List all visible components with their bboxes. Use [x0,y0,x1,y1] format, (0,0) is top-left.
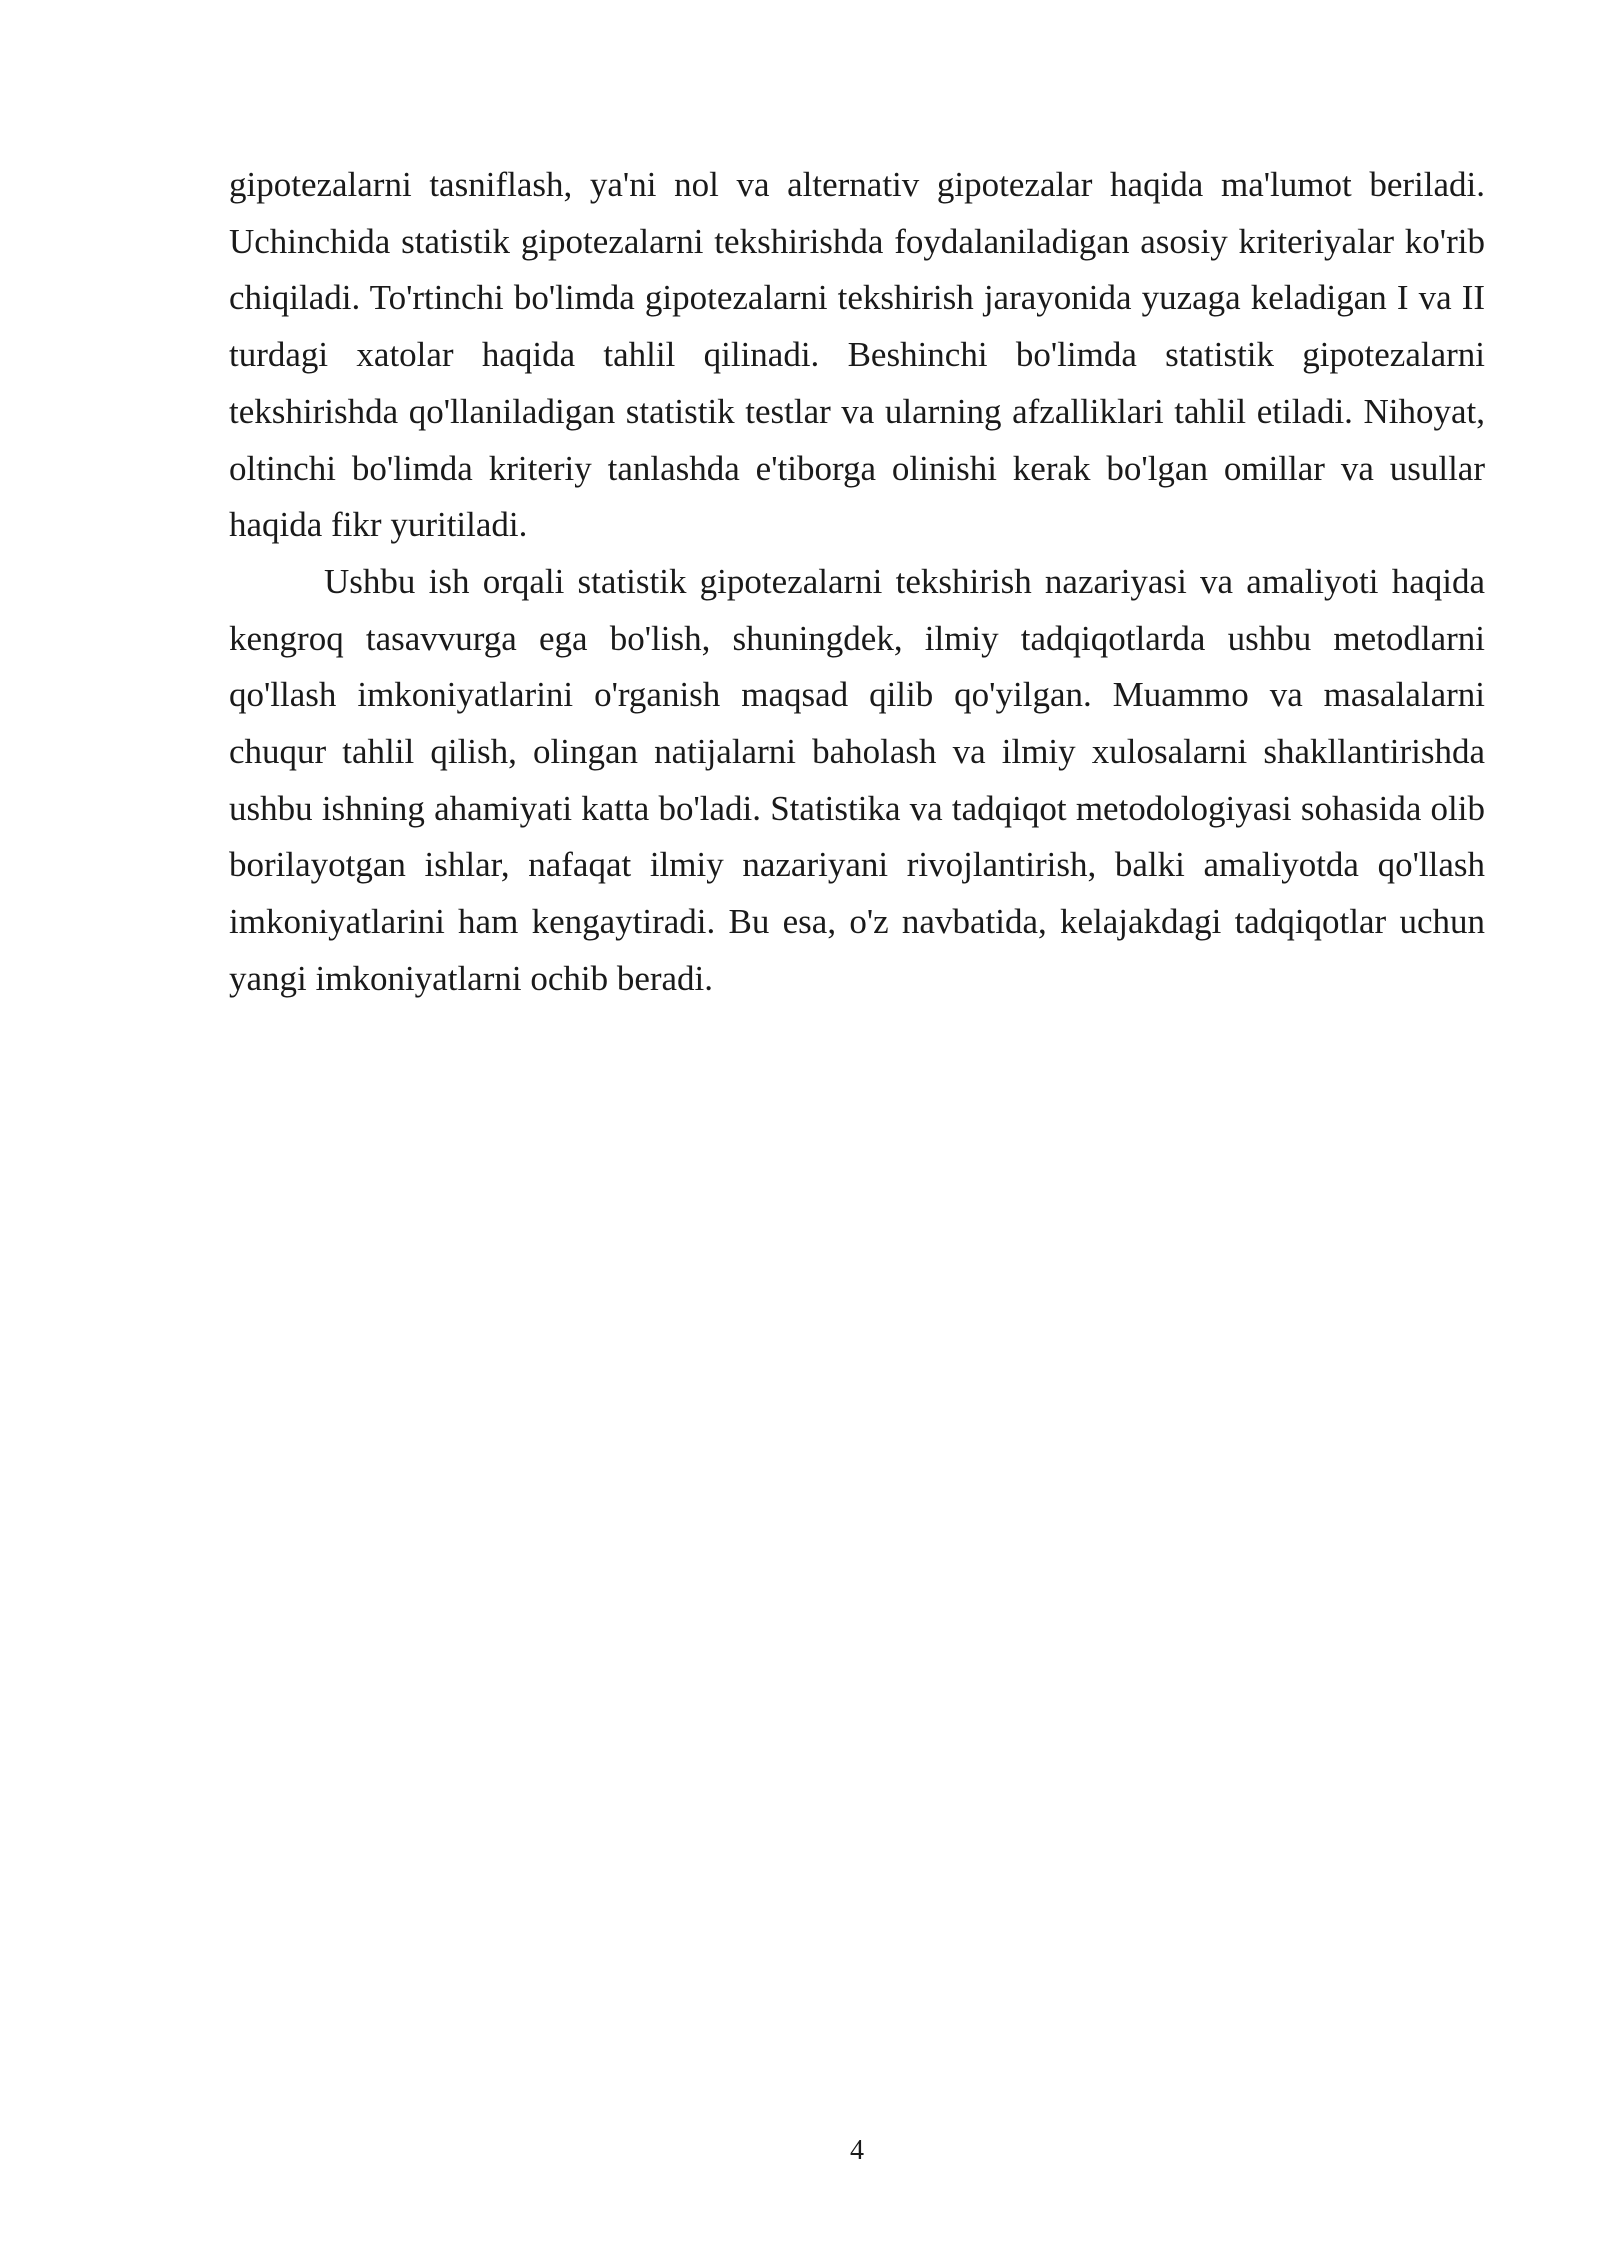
paragraph-purpose: Ushbu ish orqali statistik gipotezalarni tekshirish nazariyasi va amaliyoti haqida kengroq tasavvurga ega bo'lish, shuningdek, ilmiy tadqiqotlarda ushbu metodlarni qo'llash imkoniyatlarini o'rganish maqsad qilib qo'yilgan. Muammo va masalalarni chuqur tahlil qilish, olingan natijalarni baholash va ilmiy xulosalarni shakllantirishda ushbu ishning ahamiyati katta bo'ladi. Statistika va tadqiqot metodologiyasi sohasida olib borilayotgan ishlar, nafaqat ilmiy nazariyani rivojlantirish, balki amaliyotda qo'llash imkoniyatlarini ham kengaytiradi. Bu esa, o'z navbatida, kelajakdagi tadqiqotlar uchun yangi imkoniyatlarni ochib beradi. [229,561,1485,998]
page-number: 4 [850,2135,864,2166]
paragraph-continuation: gipotezalarni tasniflash, ya'ni nol va alternativ gipotezalar haqida ma'lumot beriladi. Uchinchida statistik gipotezalarni tekshirishda foydalaniladigan asosiy kriteriyalar ko'rib chiqiladi. To'rtinchi bo'limda gipotezalarni tekshirish jarayonida yuzaga keladigan I va II turdagi xatolar haqida tahlil qilinadi. Beshinchi bo'limda statistik gipotezalarni tekshirishda qo'llaniladigan statistik testlar va ularning afzalliklari tahlil etiladi. Nihoyat, oltinchi bo'limda kriteriy tanlashda e'tiborga olinishi kerak bo'lgan omillar va usullar haqida fikr yuritiladi. [229,165,1485,545]
body-text [229,157,1485,1008]
